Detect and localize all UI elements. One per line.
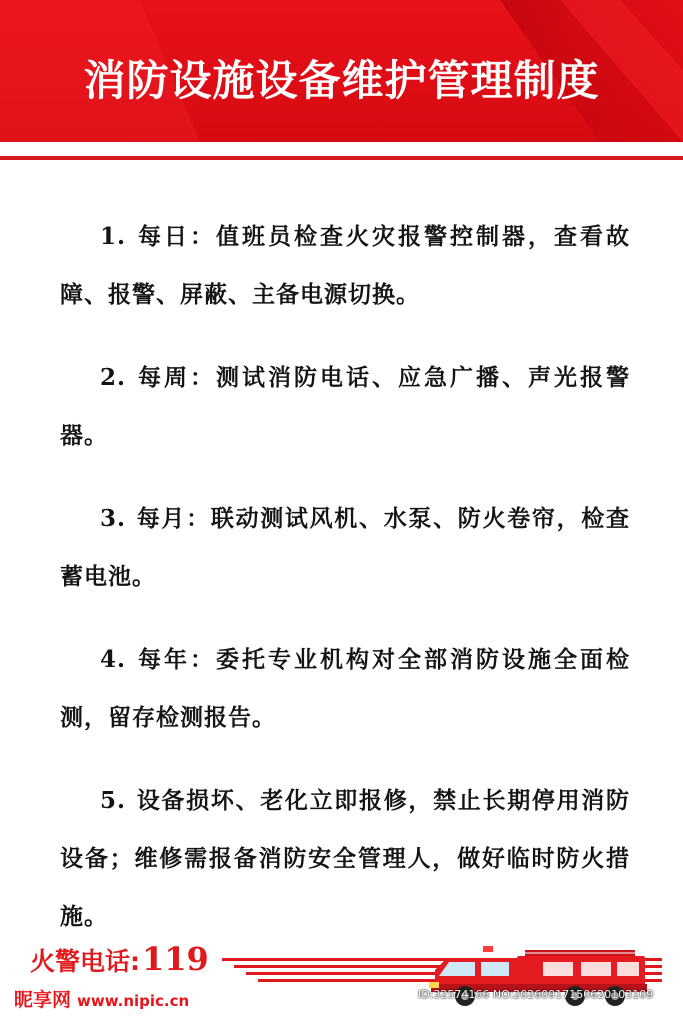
page-title: 消防设施设备维护管理制度 <box>83 56 600 105</box>
rule-number: 3. <box>100 505 127 532</box>
rule-item <box>60 208 630 324</box>
watermark-brand: 昵享网 <box>14 989 72 1011</box>
rule-text: 每年：委托专业机构对全部消防设施全面检测，留存检测报告。 <box>60 646 630 731</box>
rule-number: 1. <box>100 223 127 250</box>
rule-item <box>60 772 630 946</box>
rules-list <box>60 208 630 971</box>
rule-item <box>60 349 630 465</box>
watermark-logo <box>14 985 189 1012</box>
phone-number: 119 <box>142 940 209 978</box>
watermark-site: www.nipic.cn <box>77 992 190 1010</box>
fire-truck-icon <box>425 942 655 1012</box>
rule-number: 2. <box>100 364 127 391</box>
header-banner <box>0 0 683 142</box>
rule-number: 4. <box>100 646 127 673</box>
fire-alarm-phone <box>30 940 209 978</box>
rule-item <box>60 631 630 747</box>
rule-item <box>60 490 630 606</box>
header-divider <box>0 156 683 160</box>
watermark-id: ID:32574166 NO:20260917150620103109 <box>418 988 654 1001</box>
rule-text: 每周：测试消防电话、应急广播、声光报警器。 <box>60 364 630 449</box>
rule-text: 每日：值班员检查火灾报警控制器，查看故障、报警、屏蔽、主备电源切换。 <box>60 223 630 308</box>
rule-text: 每月：联动测试风机、水泵、防火卷帘，检查蓄电池。 <box>60 505 630 590</box>
phone-label: 火警电话: <box>30 947 140 976</box>
rule-number: 5. <box>100 787 127 814</box>
rule-text: 设备损坏、老化立即报修，禁止长期停用消防设备；维修需报备消防安全管理人，做好临时防火措施。 <box>60 787 630 930</box>
